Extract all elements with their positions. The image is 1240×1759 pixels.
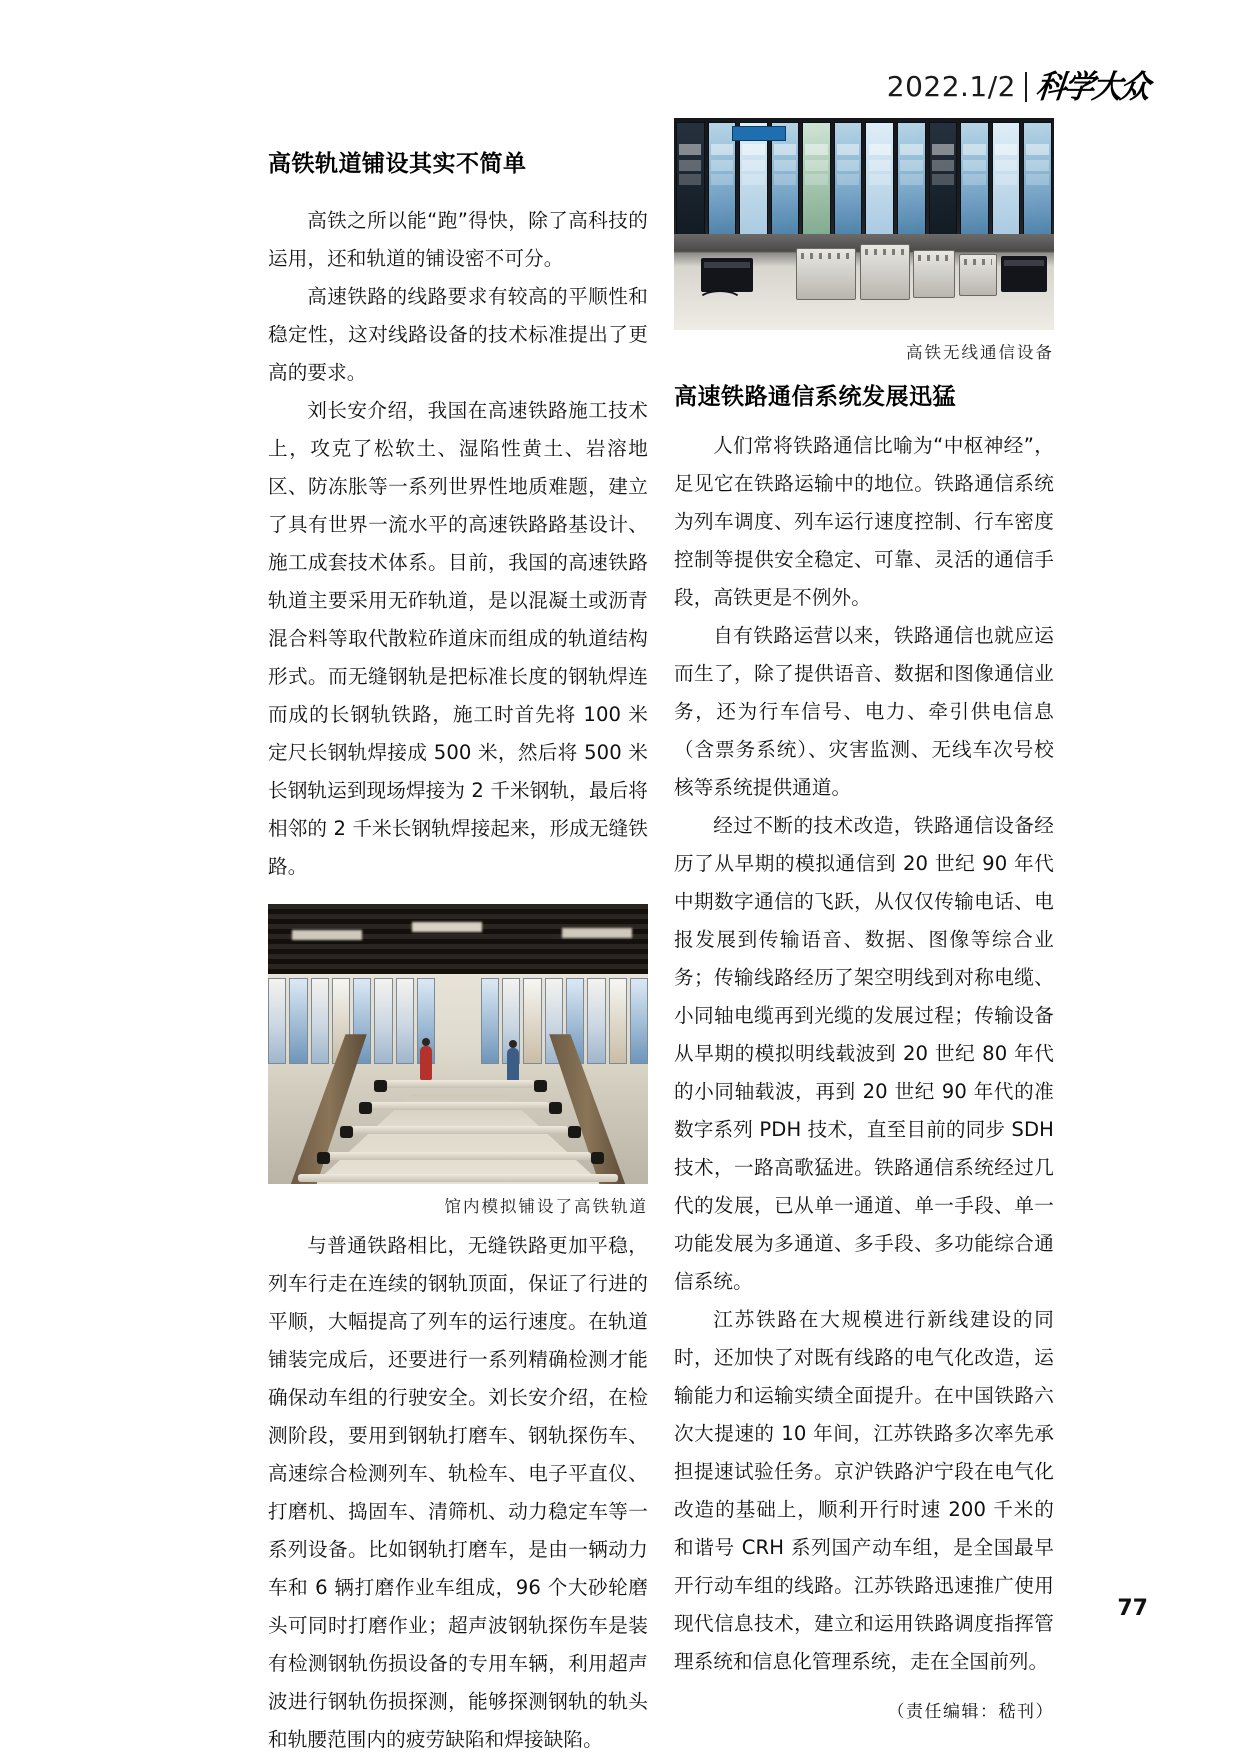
editor-credit: （责任编辑：嵇刊） bbox=[887, 1702, 1054, 1723]
telephone bbox=[701, 258, 753, 292]
wireless-equipment-caption: 高铁无线通信设备 bbox=[906, 343, 1054, 362]
museum-rail-photo bbox=[268, 904, 648, 1184]
wireless-communication-equipment-photo bbox=[674, 118, 1054, 330]
magazine-logo: 科学大众 bbox=[1034, 68, 1151, 106]
paragraph: 与普通铁路相比，无缝铁路更加平稳，列车行走在连续的钢轨顶面，保证了行进的平顺，大幅提高了列车的运行速度。在轨道铺装完成后，还要进行一系列精确检测才能确保动车组的行驶安全。刘长安介绍，在检测阶段，要用到钢轨打磨车、钢轨探伤车、高速综合检测列车、轨检车、电子平直仪、打磨机、捣固车、清筛机、动力稳定车等一系列设备。比如钢轨打磨车，是由一辆动力车和 6 辆打磨作业车组成，96 个大砂轮磨头可同时打磨作业；超声波钢轨探伤车是装有检测钢轨伤损设备的专用车辆，利用超声波进行钢轨伤损探测，能够探测钢轨的轨头和轨腰范围内的疲劳缺陷和焊接缺陷。 bbox=[268, 1234, 648, 1752]
wireless-equipment-figure bbox=[674, 118, 1054, 363]
room-sign bbox=[732, 126, 786, 141]
paragraph: 自有铁路运营以来，铁路通信也就应运而生了，除了提供语音、数据和图像通信业务，还为行车信号、电力、牵引供电信息（含票务系统）、灾害监测、无线车次号校核等系统提供通道。 bbox=[674, 624, 1054, 800]
museum-rail-figure bbox=[268, 904, 648, 1217]
running-head bbox=[886, 58, 1151, 106]
page-number: 77 bbox=[1117, 1596, 1148, 1621]
cable bbox=[697, 290, 743, 314]
visitor bbox=[507, 1048, 519, 1082]
left-section-title: 高铁轨道铺设其实不简单 bbox=[268, 151, 527, 177]
issue-date: 2022.1/2 bbox=[886, 70, 1016, 103]
monitor-wall bbox=[674, 122, 1054, 240]
museum-rail-caption: 馆内模拟铺设了高铁轨道 bbox=[444, 1197, 648, 1217]
visitor bbox=[420, 1046, 432, 1080]
paragraph: 高速铁路的线路要求有较高的平顺性和稳定性，这对线路设备的技术标准提出了更高的要求。 bbox=[268, 285, 648, 385]
paragraph: 江苏铁路在大规模进行新线建设的同时，还加快了对既有线路的电气化改造，运输能力和运输实绩全面提升。在中国铁路六次大提速的 10 年间，江苏铁路多次率先承担提速试验任务。京沪铁路沪宁段在电气化改造的基础上，顺利开行时速 200 千米的和谐号 CRH 系列国产动车组，是全国最早开行动车组的线路。江苏铁路迅速推广使用现代信息技术，建立和运用铁路调度指挥管理系统和信息化管理系统，走在全国前列。 bbox=[674, 1308, 1054, 1674]
right-section-title: 高速铁路通信系统发展迅猛 bbox=[674, 384, 956, 410]
paragraph: 高铁之所以能“跑”得快，除了高科技的运用，还和轨道的铺设密不可分。 bbox=[268, 209, 648, 271]
left-column bbox=[268, 148, 648, 1759]
paragraph: 刘长安介绍，我国在高速铁路施工技术上，攻克了松软土、湿陷性黄土、岩溶地区、防冻胀等一系列世界性地质难题，建立了具有世界一流水平的高速铁路路基设计、施工成套技术体系。目前，我国的高速铁路轨道主要采用无砟轨道，是以混凝土或沥青混合料等取代散粒砟道床而组成的轨道结构形式。而无缝钢轨是把标准长度的钢轨焊连而成的长钢轨铁路，施工时首先将 100 米定尺长钢轨焊接成 500 米，然后将 500 米长钢轨运到现场焊接为 2 千米钢轨，最后将相邻的 2 千米长钢轨焊接起来，形成无缝铁路。 bbox=[268, 399, 648, 879]
equipment-desk bbox=[674, 234, 1054, 330]
ceiling bbox=[268, 904, 648, 978]
paragraph: 人们常将铁路通信比喻为“中枢神经”，足见它在铁路运输中的地位。铁路通信系统为列车调度、列车运行速度控制、行车密度控制等提供安全稳定、可靠、灵活的通信手段，高铁更是不例外。 bbox=[674, 434, 1054, 610]
right-column bbox=[674, 118, 1054, 1722]
paragraph: 经过不断的技术改造，铁路通信设备经历了从早期的模拟通信到 20 世纪 90 年代中期数字通信的飞跃，从仅仅传输电话、电报发展到传输语音、数据、图像等综合业务；传输线路经历了架空明线到对称电缆、小同轴电缆再到光缆的发展过程；传输设备从早期的模拟明线载波到 20 世纪 80 年代的小同轴载波，再到 20 世纪 90 年代的准数字系列 PDH 技术，直至目前的同步 SDH 技术，一路高歌猛进。铁路通信系统经过几代的发展，已从单一通道、单一手段、单一功能发展为多通道、多手段、多功能综合通信系统。 bbox=[674, 814, 1054, 1294]
telephone bbox=[1001, 256, 1047, 292]
running-head-separator bbox=[1025, 72, 1027, 102]
hall-interior bbox=[268, 974, 648, 1184]
